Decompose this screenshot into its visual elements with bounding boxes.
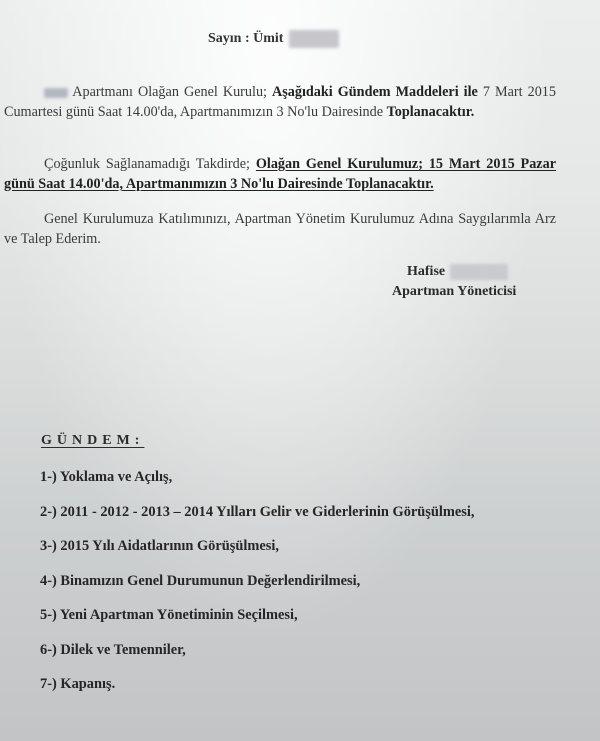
p1-bold-agenda: Aşağıdaki Gündem Maddeleri ile xyxy=(272,84,478,100)
agenda-item: 5-) Yeni Apartman Yönetiminin Seçilmesi, xyxy=(40,607,298,623)
p2-text: Çoğunluk Sağlanamadığı Takdirde; xyxy=(44,156,256,172)
signature-title: Apartman Yöneticisi xyxy=(392,284,517,299)
p1-bold-convene: Toplanacaktır. xyxy=(386,103,475,120)
greeting-line xyxy=(208,30,339,48)
paragraph-quorum-notice xyxy=(4,155,556,194)
agenda-item: 7-) Kapanış. xyxy=(40,676,116,692)
paragraph-meeting-notice xyxy=(4,83,556,122)
signature-block xyxy=(392,262,516,302)
agenda-item: 4-) Binamızın Genel Durumunun Değerlendirilmesi, xyxy=(40,572,361,589)
agenda-item: 6-) Dilek ve Temenniler, xyxy=(40,641,186,658)
agenda-heading: GÜNDEM: xyxy=(41,433,145,448)
greeting-label: Sayın : Ümit xyxy=(208,31,284,47)
signature-first-name: Hafise xyxy=(407,264,446,279)
agenda-item: 2-) 2011 - 2012 - 2013 – 2014 Yılları Gelir ve Giderlerinin Görüşülmesi, xyxy=(40,503,475,520)
redacted-apartment-name-block xyxy=(44,88,68,98)
paragraph-closing xyxy=(4,210,556,249)
agenda-item: 3-) 2015 Yılı Aidatlarının Görüşülmesi, xyxy=(40,538,279,554)
redacted-signature-surname-block xyxy=(450,264,508,280)
p1-text: Apartmanı Olağan Genel Kurulu; xyxy=(72,84,273,100)
redacted-surname-block xyxy=(289,30,339,48)
p1-date-text: 7 Mart 2015 Cumartesi günü Saat 14.00'da, Apartmanımızın 3 No'lu Dairesinde xyxy=(4,84,556,120)
signature-name-row xyxy=(392,262,516,282)
p3-text: Genel Kurulumuza Katılımınızı, Apartman Yönetim Kurulumuz Adına Saygılarımla Arz ve Talep Ederim. xyxy=(4,211,556,247)
agenda-item: 1-) Yoklama ve Açılış, xyxy=(40,469,173,485)
agenda-list xyxy=(40,467,474,709)
p2-bold-underlined-date: Olağan Genel Kurulumuz; 15 Mart 2015 Pazar günü Saat 14.00'da, Apartmanımızın 3 No'lu Dairesinde Toplanacaktır. xyxy=(4,156,556,192)
